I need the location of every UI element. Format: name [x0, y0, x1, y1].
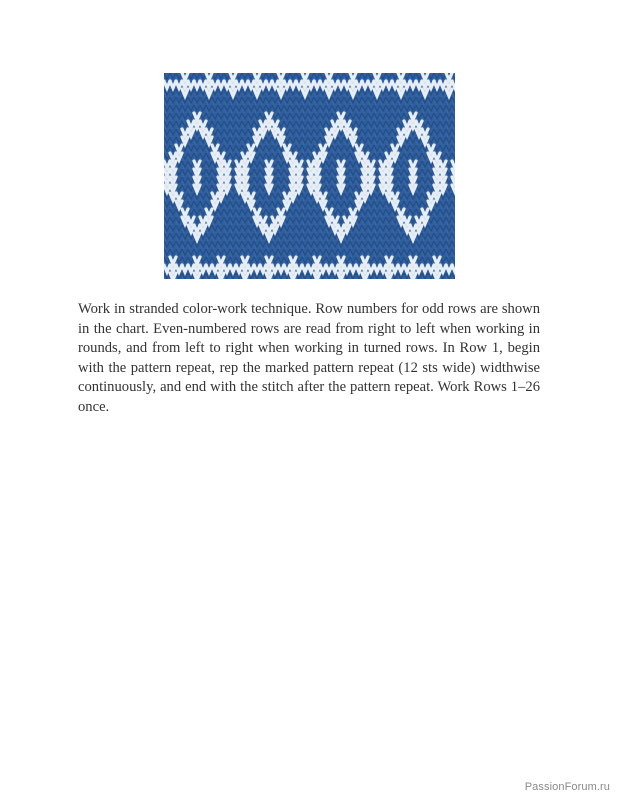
site-watermark: PassionForum.ru [524, 781, 610, 793]
fair-isle-pattern-graphic [164, 73, 455, 279]
knitted-swatch-image [164, 73, 455, 279]
pattern-instructions-paragraph: Work in stranded color-work technique. Row numbers for odd rows are shown in the chart. Even-numbered rows are read from right to left when working in rounds, and from left to right when working in turned rows. In Row 1, begin with the pattern repeat, rep the marked pattern repeat (12 sts wide) widthwise continuously, and end with the stitch after the pattern repeat. Work Rows 1–26 once. [78, 301, 540, 415]
